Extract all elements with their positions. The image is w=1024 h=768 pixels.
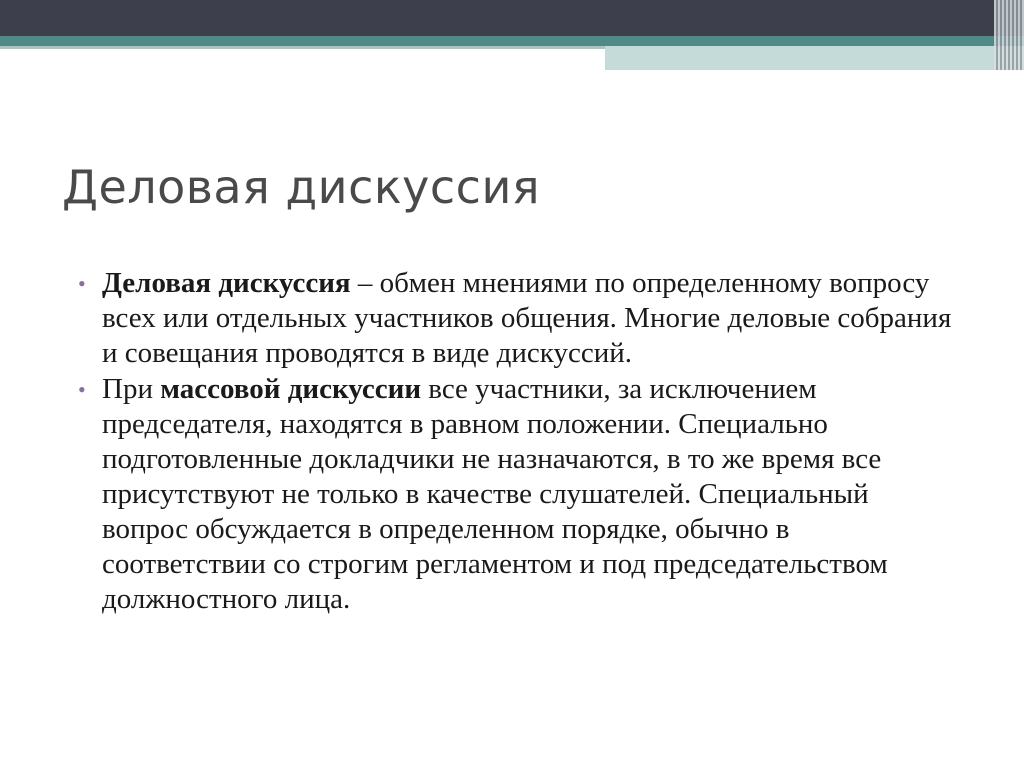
bullet-term: массовой дискуссии — [160, 373, 422, 405]
bullet-item-mass-discussion — [78, 372, 958, 617]
bullet-text: – обмен мнениями по определенному вопросу всех или отдельных участников общения. Многие деловые собрания и совещания проводятся в виде дискуссий. — [102, 267, 952, 369]
header-edge-lines — [994, 0, 1024, 70]
slide-title: Деловая дискуссия — [62, 160, 541, 214]
bullet-marker: • — [78, 377, 86, 402]
bullet-item-definition — [78, 266, 958, 371]
bullet-marker: • — [78, 271, 86, 296]
header-band — [0, 0, 1024, 36]
header-accent-block — [605, 46, 1024, 70]
header-light-stripe — [0, 46, 605, 49]
bullet-text-lead: При — [102, 373, 161, 405]
bullet-term: Деловая дискуссия — [102, 267, 351, 299]
bullet-text: все участники, за исключением председателя, находятся в равном положении. Специально подготовленные докладчики не назначаются, в то же время все присутствуют не только в качестве слушателей. Специальный вопрос обсуждается в определенном порядке, обычно в соответствии со строгим регламентом и под председательством должностного лица. — [102, 373, 888, 615]
header-teal-stripe — [0, 36, 1024, 46]
bullet-list — [78, 266, 958, 617]
